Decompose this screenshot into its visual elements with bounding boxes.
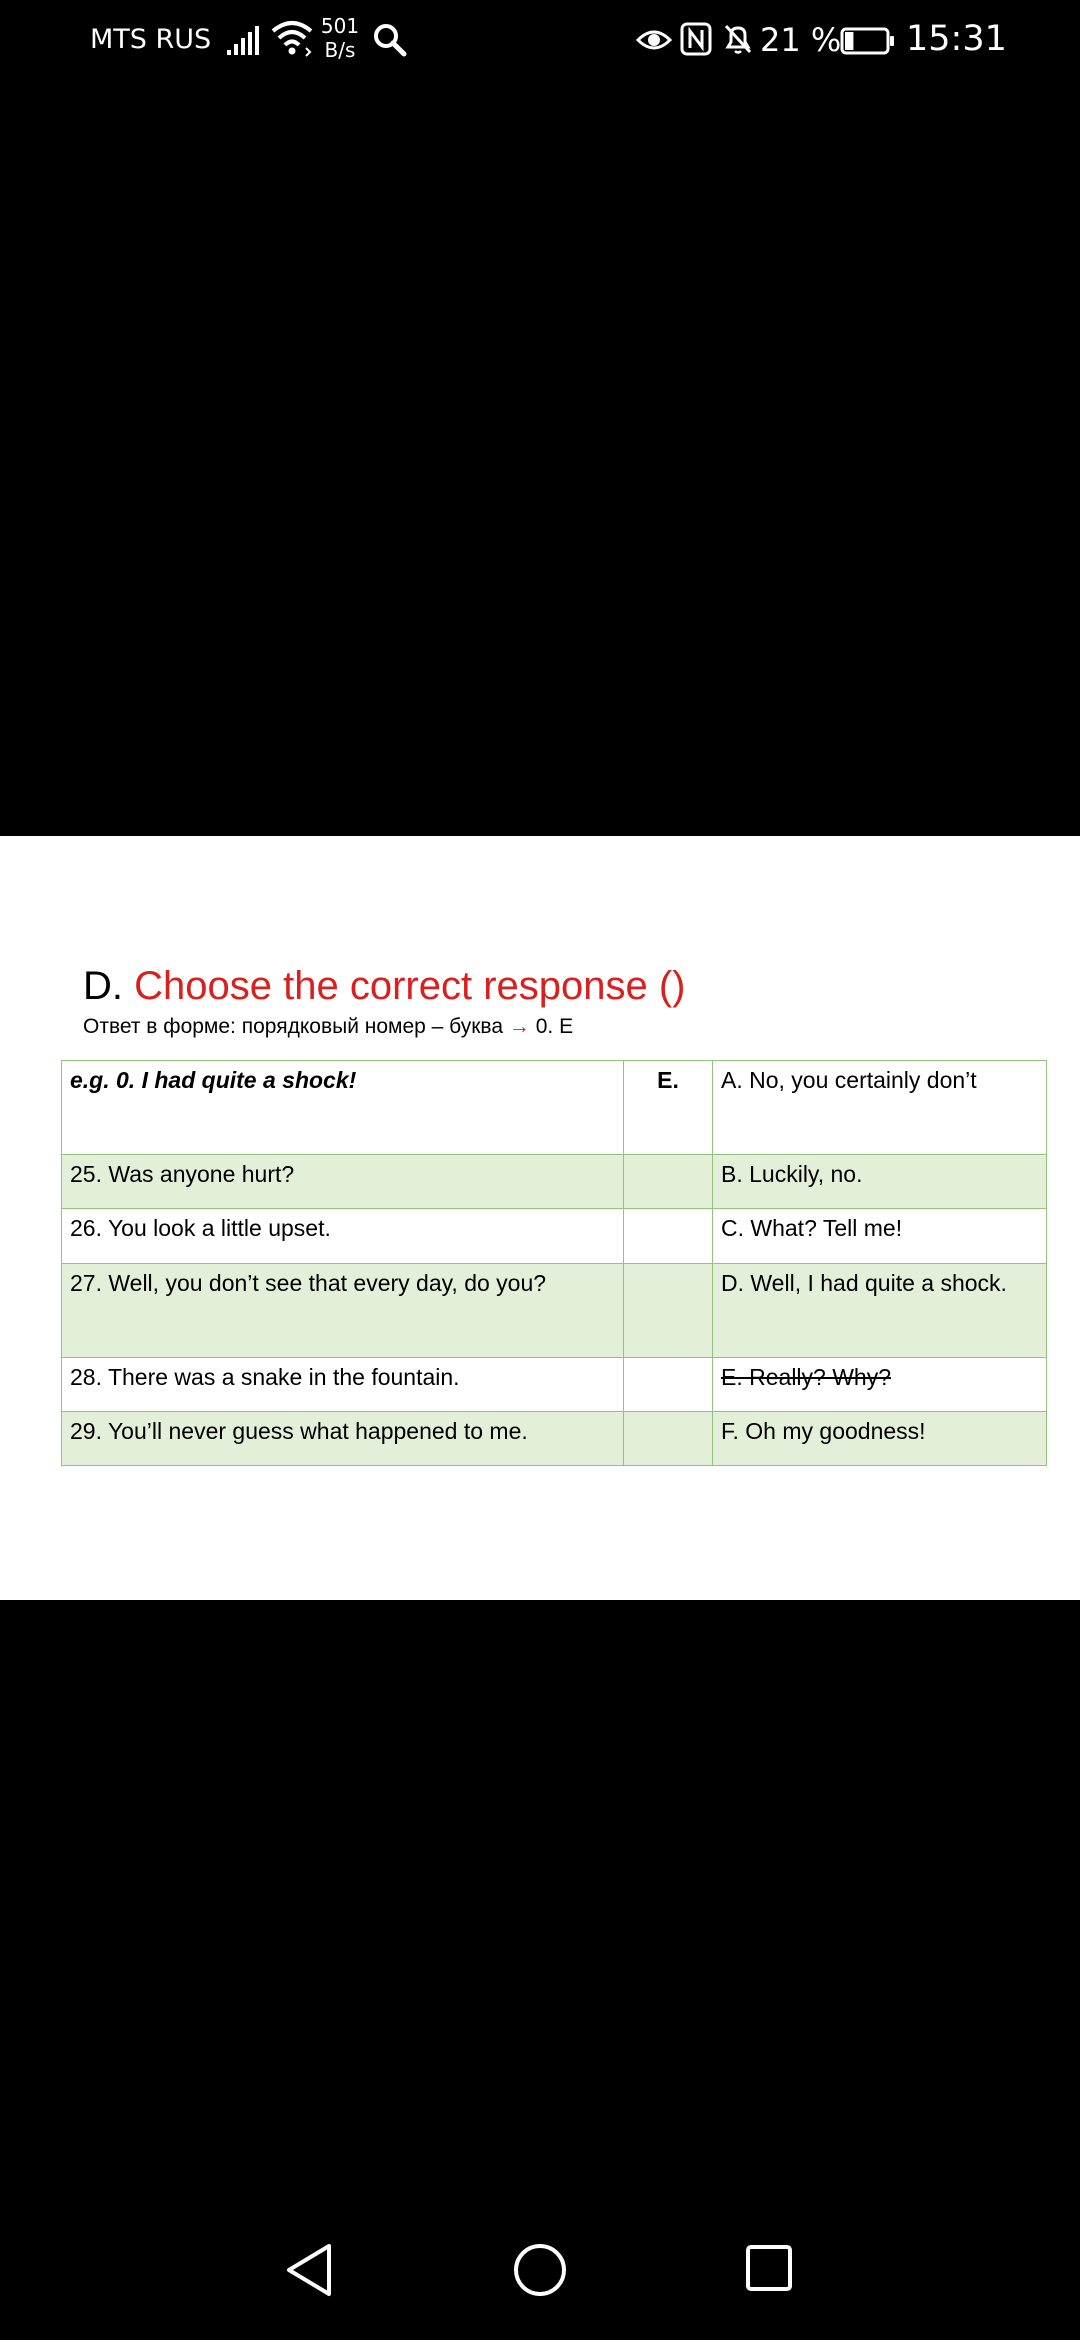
page-title xyxy=(83,964,686,1009)
response-table xyxy=(61,1060,1047,1466)
table-row xyxy=(62,1061,1047,1155)
slide-image xyxy=(0,836,1080,1600)
arrow-right-icon: → xyxy=(508,1015,530,1038)
network-speed-unit: B/s xyxy=(324,38,356,62)
question-cell: 26. You look a little upset. xyxy=(62,1209,624,1264)
question-cell: e.g. 0. I had quite a shock! xyxy=(62,1061,624,1155)
answer-cell xyxy=(624,1264,713,1358)
clock: 15:31 xyxy=(906,19,1007,59)
table-row xyxy=(62,1358,1047,1412)
battery-icon xyxy=(840,26,896,56)
recents-button[interactable] xyxy=(745,2244,793,2292)
heading-prefix: D. xyxy=(83,964,123,1008)
navigation-bar xyxy=(0,2240,1080,2320)
nfc-icon xyxy=(680,22,712,56)
instruction-line xyxy=(83,1015,573,1039)
option-cell: B. Luckily, no. xyxy=(713,1155,1047,1209)
question-cell: 27. Well, you don’t see that every day, do you? xyxy=(62,1264,624,1358)
option-cell: F. Oh my goodness! xyxy=(713,1412,1047,1466)
network-speed-value: 501 xyxy=(320,14,360,38)
table-row xyxy=(62,1209,1047,1264)
question-cell: 29. You’ll never guess what happened to me. xyxy=(62,1412,624,1466)
network-speed xyxy=(318,14,362,62)
carrier-label: MTS RUS xyxy=(90,24,212,55)
question-cell: 25. Was anyone hurt? xyxy=(62,1155,624,1209)
question-cell: 28. There was a snake in the fountain. xyxy=(62,1358,624,1412)
table-row xyxy=(62,1155,1047,1209)
status-bar xyxy=(0,0,1080,84)
answer-cell xyxy=(624,1155,713,1209)
eye-icon xyxy=(636,24,672,56)
option-cell: C. What? Tell me! xyxy=(713,1209,1047,1264)
answer-cell: E. xyxy=(624,1061,713,1155)
battery-percent: 21 % xyxy=(760,21,842,59)
table-row xyxy=(62,1264,1047,1358)
answer-cell xyxy=(624,1358,713,1412)
search-icon xyxy=(372,22,408,58)
option-cell: E. Really? Why? xyxy=(713,1358,1047,1412)
heading-text: Choose the correct response () xyxy=(134,964,686,1008)
option-cell: D. Well, I had quite a shock. xyxy=(713,1264,1047,1358)
answer-cell xyxy=(624,1209,713,1264)
instruction-example: 0. E xyxy=(535,1015,574,1038)
bell-off-icon xyxy=(722,22,754,56)
signal-icon xyxy=(226,24,262,56)
wifi-icon xyxy=(270,18,314,58)
instruction-text: Ответ в форме: порядковый номер – буква xyxy=(83,1015,504,1038)
option-cell: A. No, you certainly don’t xyxy=(713,1061,1047,1155)
answer-cell xyxy=(624,1412,713,1466)
table-row xyxy=(62,1412,1047,1466)
back-button[interactable] xyxy=(281,2240,337,2300)
home-button[interactable] xyxy=(512,2242,568,2298)
